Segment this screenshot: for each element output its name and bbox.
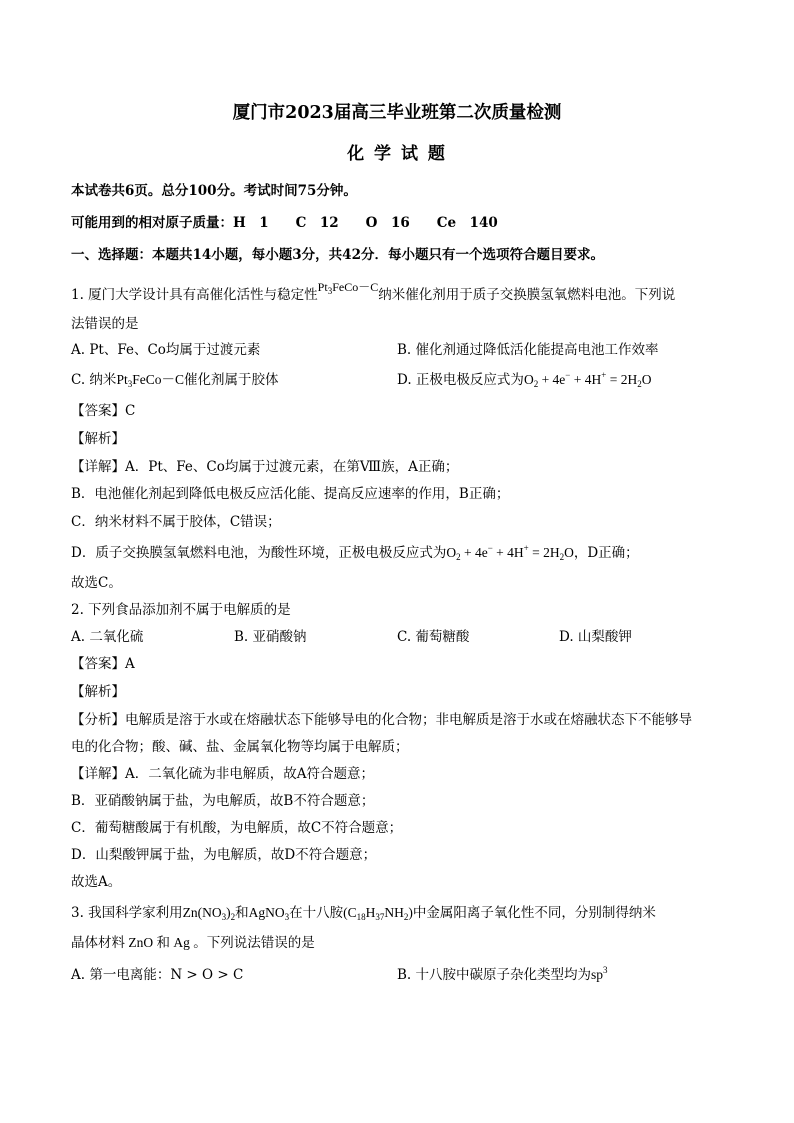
- exam-title: 厦门市2023届高三毕业班第二次质量检测: [232, 103, 562, 123]
- q1-detail-d-a: D．质子交换膜氢氧燃料电池，为酸性环境，正极电极反应式为: [71, 545, 447, 561]
- q1-catalyst-formula: [318, 280, 379, 294]
- q3-ag: Ag: [170, 935, 194, 950]
- q3-stem-e: 晶体材料: [71, 935, 125, 951]
- q1-detail-c: C．纳米材料不属于胶体，C错误；: [71, 514, 281, 530]
- q1-option-d-equation: $O_2 + 4e^- + 4H^+ = 2H_2O$: [523, 370, 652, 389]
- q3-zno: ZnO: [125, 935, 157, 950]
- q3-sp3: $sp^3$: [591, 965, 608, 982]
- q2-conclusion: 故选A。: [71, 874, 122, 890]
- q1-option-d: [397, 371, 651, 389]
- q1-detail-d-b: ，D正确；: [573, 545, 639, 561]
- q3-option-a: A. 第一电离能：N > O > C: [71, 967, 244, 983]
- q2-explain-a: 【分析】电解质是溶于水或在熔融状态下能够导电的化合物；非电解质是溶于水或在熔融状态下不能够导: [71, 712, 692, 728]
- q2-option-a: A. 二氧化硫: [71, 629, 144, 645]
- q1-conclusion: 故选C。: [71, 575, 122, 591]
- q1-option-c-a: C. 纳米: [71, 372, 117, 388]
- q2-answer: 【答案】A: [71, 656, 135, 672]
- q1-catalyst-sub: 3: [327, 286, 333, 296]
- exam-info: 本试卷共6页。总分100分。考试时间75分钟。: [71, 183, 357, 199]
- q3-stem-f: 和: [156, 935, 170, 951]
- q3-stem-d: 中金属阳离子氧化性不同，分别制得纳米: [412, 905, 656, 921]
- q3-zn-nitrate: $Zn(NO_3)_2$: [182, 905, 236, 922]
- q3-option-b-text: B. 十八胺中碳原子杂化类型均为: [397, 967, 592, 983]
- q2-analysis-label: 【解析】: [71, 684, 125, 700]
- q3-stem-g: 。下列说法错误的是: [193, 935, 315, 951]
- q3-stem-c: 在十八胺: [289, 905, 344, 921]
- q2-stem: 2. 下列食品添加剂不属于电解质的是: [71, 602, 291, 618]
- q1-option-a: A. Pt、Fe、Co均属于过渡元素: [71, 342, 261, 358]
- q2-detail-c: C．葡萄糖酸属于有机酸，为电解质，故C不符合题意；: [71, 820, 403, 836]
- section-heading: 一、选择题：本题共14小题，每小题3分，共42分．每小题只有一个选项符合题目要求。: [71, 247, 604, 263]
- q1-detail-a: 【详解】A．Pt、Fe、Co均属于过渡元素，在第Ⅷ族，A正确；: [71, 459, 459, 475]
- q3-octadecylamine: $(C_{18}H_{37}NH_2)$: [343, 905, 413, 922]
- q1-analysis-label: 【解析】: [71, 431, 125, 447]
- q2-option-d: D. 山梨酸钾: [559, 629, 632, 645]
- q1-detail-b: B．电池催化剂起到降低电极反应活化能、提高反应速率的作用，B正确；: [71, 486, 510, 502]
- q3-stem-a: 3. 我国科学家利用: [71, 905, 183, 921]
- q3-stem-b: 和: [235, 905, 249, 921]
- q1-option-b: B. 催化剂通过降低活化能提高电池工作效率: [397, 342, 659, 358]
- q1-stem-b: 纳米催化剂用于质子交换膜氢氧燃料电池。下列说: [378, 287, 676, 303]
- q2-option-b: B. 亚硝酸钠: [234, 629, 307, 645]
- q1-detail-d-equation: $O_2 + 4e^- + 4H^+ = 2H_2O$: [446, 543, 574, 562]
- q2-explain-b: 电的化合物；酸、碱、盐、金属氧化物等均属于电解质；: [71, 739, 409, 755]
- q1-catalyst-pt: Pt: [317, 280, 328, 294]
- q1-stem-line1: [71, 280, 676, 304]
- q2-detail-b: B．亚硝酸钠属于盐，为电解质，故B不符合题意；: [71, 793, 375, 809]
- q1-stem-c: 法错误的是: [71, 316, 139, 332]
- q3-silver-nitrate: AgNO$_3$: [248, 905, 290, 922]
- q1-catalyst-rest: FeCo－C: [332, 280, 379, 294]
- q1-option-d-a: D. 正极电极反应式为: [397, 372, 524, 388]
- q3-option-b: [397, 966, 608, 984]
- q2-option-c: C. 葡萄糖酸: [397, 629, 470, 645]
- q1-detail-d: [71, 544, 639, 562]
- q3-stem-line2: [71, 934, 315, 952]
- exam-subtitle: 化 学 试 题: [347, 144, 447, 164]
- q2-detail-d: D．山梨酸钾属于盐，为电解质，故D不符合题意；: [71, 847, 377, 863]
- q1-stem-a: 1. 厦门大学设计具有高催化活性与稳定性: [71, 287, 318, 303]
- q1-option-c: [71, 371, 278, 389]
- q3-stem-line1: [71, 904, 656, 922]
- q1-option-c-formula: $Pt_3FeCo-C$: [116, 372, 184, 389]
- q1-option-c-b: 催化剂属于胶体: [183, 372, 279, 388]
- q1-answer: 【答案】C: [71, 403, 136, 419]
- atomic-mass-line: 可能用到的相对原子质量：H 1 C 12 O 16 Ce 140: [71, 215, 498, 231]
- q2-detail-a: 【详解】A．二氧化硫为非电解质，故A符合题意；: [71, 766, 374, 782]
